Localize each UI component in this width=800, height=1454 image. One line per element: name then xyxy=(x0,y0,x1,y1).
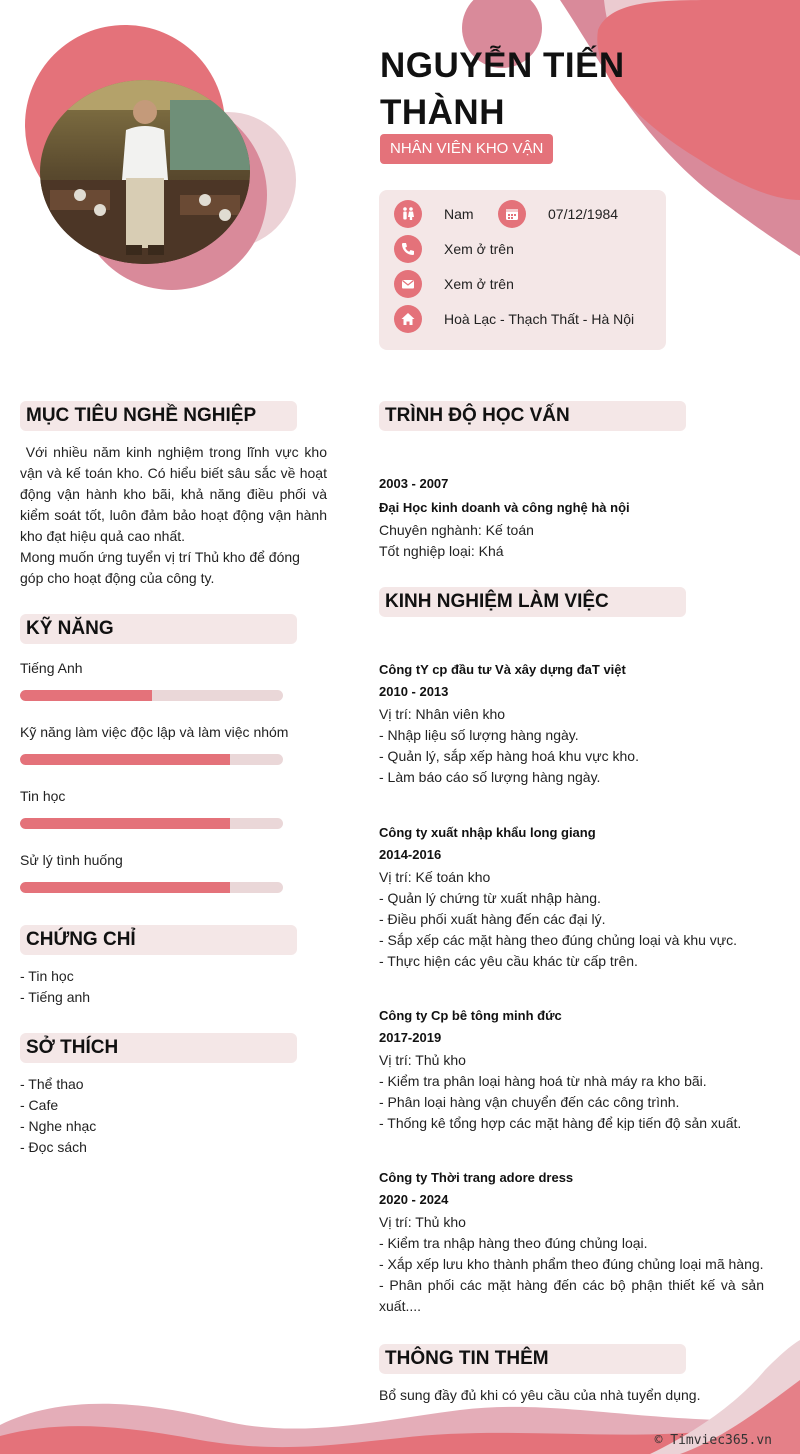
watermark: © Timviec365.vn xyxy=(654,1433,772,1448)
objective-heading: MỤC TIÊU NGHỀ NGHIỆP xyxy=(20,401,297,431)
certificate-item: - Tin học xyxy=(20,968,74,984)
skill-label: Kỹ năng làm việc độc lập và làm việc nhóm xyxy=(20,724,289,740)
experience-heading: KINH NGHIỆM LÀM VIỆC xyxy=(379,587,686,617)
gender-icon xyxy=(394,200,422,228)
job-line: - Phân loại hàng vận chuyển đến các công trình. xyxy=(379,1094,680,1110)
skill-bar-fill xyxy=(20,882,230,893)
education-years: 2003 - 2007 xyxy=(379,476,449,491)
job-line: - Điều phối xuất hàng đến các đại lý. xyxy=(379,911,606,927)
envelope-icon xyxy=(394,270,422,298)
job-years: 2010 - 2013 xyxy=(379,684,449,699)
education-block xyxy=(379,472,764,562)
objective-text xyxy=(20,442,331,589)
email-row xyxy=(394,270,514,298)
certificates-heading: CHỨNG CHỈ xyxy=(20,925,297,955)
skill-bar-fill xyxy=(20,754,230,765)
skill-label: Sử lý tình huống xyxy=(20,852,123,868)
job-entry xyxy=(379,1167,764,1317)
objective-paragraph: Mong muốn ứng tuyển vị trí Thủ kho để đóng góp cho hoạt động của công ty. xyxy=(20,549,300,586)
job-line: Vị trí: Nhân viên kho xyxy=(379,706,506,722)
home-icon xyxy=(394,305,422,333)
skill-bar xyxy=(20,818,283,829)
job-line: - Thực hiện các yêu cầu khác từ cấp trên. xyxy=(379,953,638,969)
hobbies-heading: SỞ THÍCH xyxy=(20,1033,297,1063)
hobby-item: - Thể thao xyxy=(20,1076,84,1092)
skill-label: Tiếng Anh xyxy=(20,660,83,676)
birthdate-value: 07/12/1984 xyxy=(548,206,619,222)
additional-info-heading: THÔNG TIN THÊM xyxy=(379,1344,686,1374)
job-entry xyxy=(379,822,764,972)
candidate-name: NGUYỄN TIẾN THÀNH xyxy=(380,46,625,132)
job-line: - Thống kê tổng hợp các mặt hàng để kịp tiến độ sản xuất. xyxy=(379,1115,742,1131)
address-row xyxy=(394,305,634,333)
email-value: Xem ở trên xyxy=(444,276,514,292)
job-line: - Xắp xếp lưu kho thành phẩm theo đúng chủng loại mã hàng. xyxy=(379,1256,764,1272)
education-grade: Tốt nghiệp loại: Khá xyxy=(379,543,504,559)
phone-value: Xem ở trên xyxy=(444,241,514,257)
birthdate-row xyxy=(498,200,618,228)
phone-row xyxy=(394,235,514,263)
job-line: - Phân phối các mặt hàng đến các bộ phận thiết kế và sản xuất.... xyxy=(379,1277,764,1314)
education-school: Đại Học kinh doanh và công nghệ hà nội xyxy=(379,500,630,515)
hobby-item: - Nghe nhạc xyxy=(20,1118,97,1134)
job-company: Công ty xuất nhập khẩu long giang xyxy=(379,825,596,840)
job-line: - Quản lý, sắp xếp hàng hoá khu vực kho. xyxy=(379,748,639,764)
skill-bar-fill xyxy=(20,690,152,701)
objective-paragraph: Với nhiều năm kinh nghiệm trong lĩnh vực kho vận và kế toán kho. Có hiểu biết sâu sắc về hoạt động vận hành kho bãi, khả năng điều phối và kiểm soát tốt, luôn đảm bảo hoạt động vận hành kho đạt hiệu quả cao nhất. xyxy=(20,444,331,544)
job-line: Vị trí: Thủ kho xyxy=(379,1052,466,1068)
calendar-icon xyxy=(498,200,526,228)
gender-row xyxy=(394,200,474,228)
phone-icon xyxy=(394,235,422,263)
skill-label: Tin học xyxy=(20,788,66,804)
contact-info-panel xyxy=(379,190,666,350)
profile-photo xyxy=(40,80,250,265)
job-entry xyxy=(379,659,764,788)
certificates-list xyxy=(20,966,90,1008)
skill-bar xyxy=(20,690,283,701)
job-company: Công tY cp đầu tư Và xây dựng đaT việt xyxy=(379,662,626,677)
skill-bar xyxy=(20,754,283,765)
skill-bar-fill xyxy=(20,818,230,829)
job-line: Vị trí: Kế toán kho xyxy=(379,869,491,885)
job-company: Công ty Cp bê tông minh đức xyxy=(379,1008,562,1023)
job-line: - Sắp xếp các mặt hàng theo đúng chủng loại và khu vực. xyxy=(379,932,738,948)
address-value: Hoà Lạc - Thạch Thất - Hà Nội xyxy=(444,311,635,327)
job-line: - Quản lý chứng từ xuất nhập hàng. xyxy=(379,890,601,906)
certificate-item: - Tiếng anh xyxy=(20,989,91,1005)
education-major: Chuyên nghành: Kế toán xyxy=(379,522,534,538)
gender-value: Nam xyxy=(444,206,474,222)
job-line: - Kiểm tra nhập hàng theo đúng chủng loại. xyxy=(379,1235,648,1251)
job-entry xyxy=(379,1005,764,1134)
hobbies-list xyxy=(20,1074,96,1158)
skills-heading: KỸ NĂNG xyxy=(20,614,297,644)
job-position-badge: NHÂN VIÊN KHO VẬN xyxy=(380,134,553,164)
job-line: Vị trí: Thủ kho xyxy=(379,1214,466,1230)
job-years: 2020 - 2024 xyxy=(379,1192,449,1207)
job-years: 2017-2019 xyxy=(379,1030,442,1045)
job-years: 2014-2016 xyxy=(379,847,442,862)
hobby-item: - Cafe xyxy=(20,1097,59,1113)
job-line: - Làm báo cáo số lượng hàng ngày. xyxy=(379,769,601,785)
additional-info-text: Bổ sung đầy đủ khi có yêu cầu của nhà tuyển dụng. xyxy=(379,1387,701,1403)
skill-bar xyxy=(20,882,283,893)
education-heading: TRÌNH ĐỘ HỌC VẤN xyxy=(379,401,686,431)
job-line: - Kiểm tra phân loại hàng hoá từ nhà máy ra kho bãi. xyxy=(379,1073,707,1089)
job-company: Công ty Thời trang adore dress xyxy=(379,1170,574,1185)
job-line: - Nhập liệu số lượng hàng ngày. xyxy=(379,727,579,743)
hobby-item: - Đọc sách xyxy=(20,1139,87,1155)
